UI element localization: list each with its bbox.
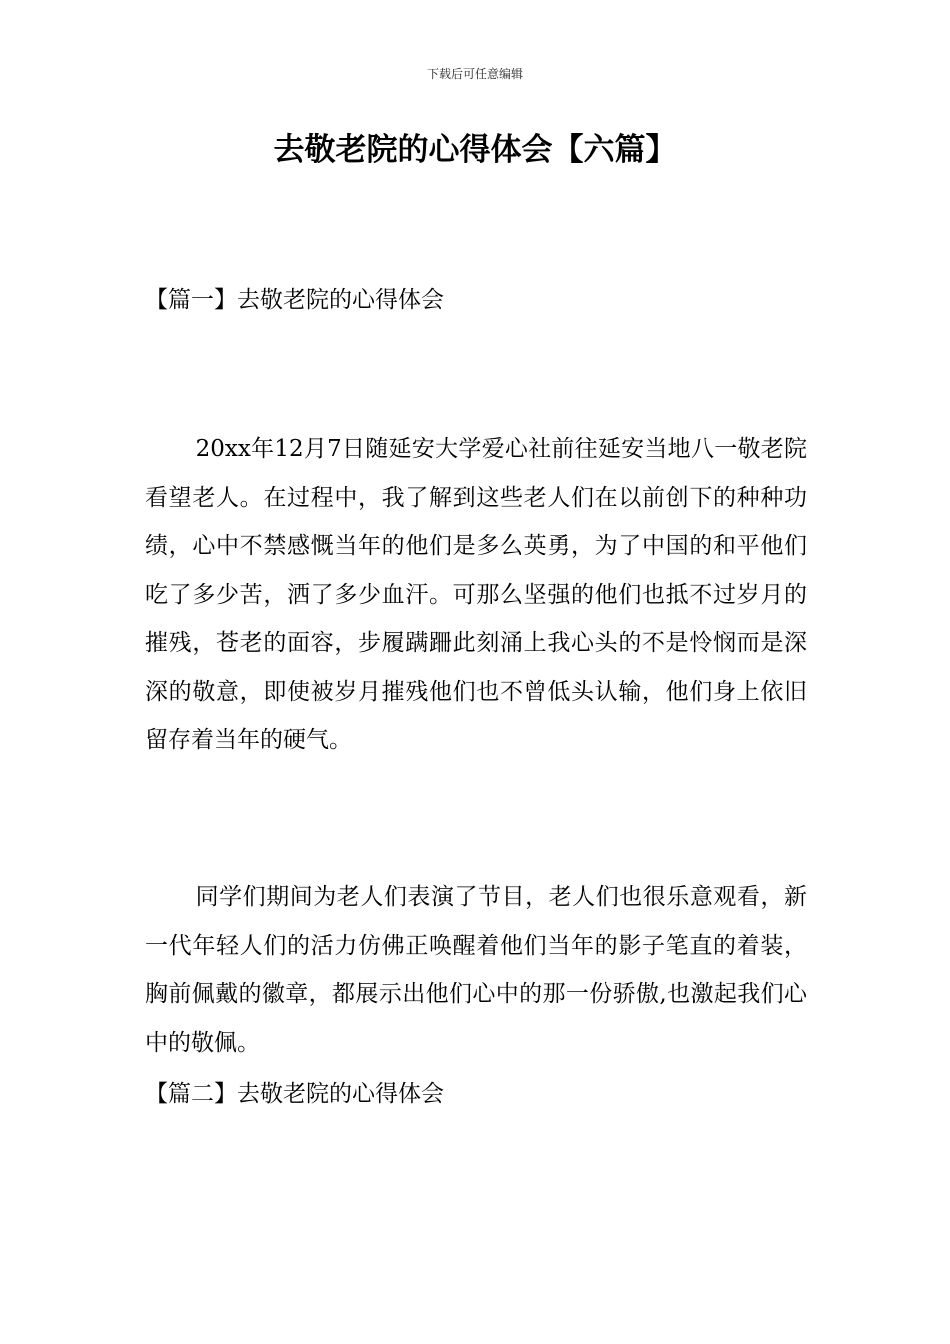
paragraph-2: 同学们期间为老人们表演了节目，老人们也很乐意观看，新一代年轻人们的活力仿佛正唤醒着他们当年的影子笔直的着装，胸前佩戴的徽章，都展示出他们心中的那一份骄傲,也激起我们心中的敬佩。: [145, 884, 807, 1056]
document-title: 去敬老院的心得体会【六篇】: [273, 132, 677, 168]
paragraph-1: 20xx年12月7日随延安大学爱心社前往延安当地八一敬老院看望老人。在过程中，我了解到这些老人们在以前创下的种种功绩，心中不禁感慨当年的他们是多么英勇，为了中国的和平他们吃了多少苦，洒了多少血汗。可那么坚强的他们也抵不过岁月的摧残，苍老的面容，步履蹒跚此刻涌上我心头的不是怜悯而是深深的敬意，即使被岁月摧残他们也不曾低头认输，他们身上依旧留存着当年的硬气。: [145, 436, 807, 753]
section-heading-1: 【篇一】去敬老院的心得体会: [145, 287, 444, 313]
header-note: 下载后可任意编辑: [426, 67, 523, 81]
section-heading-2: 【篇二】去敬老院的心得体会: [145, 1081, 444, 1107]
